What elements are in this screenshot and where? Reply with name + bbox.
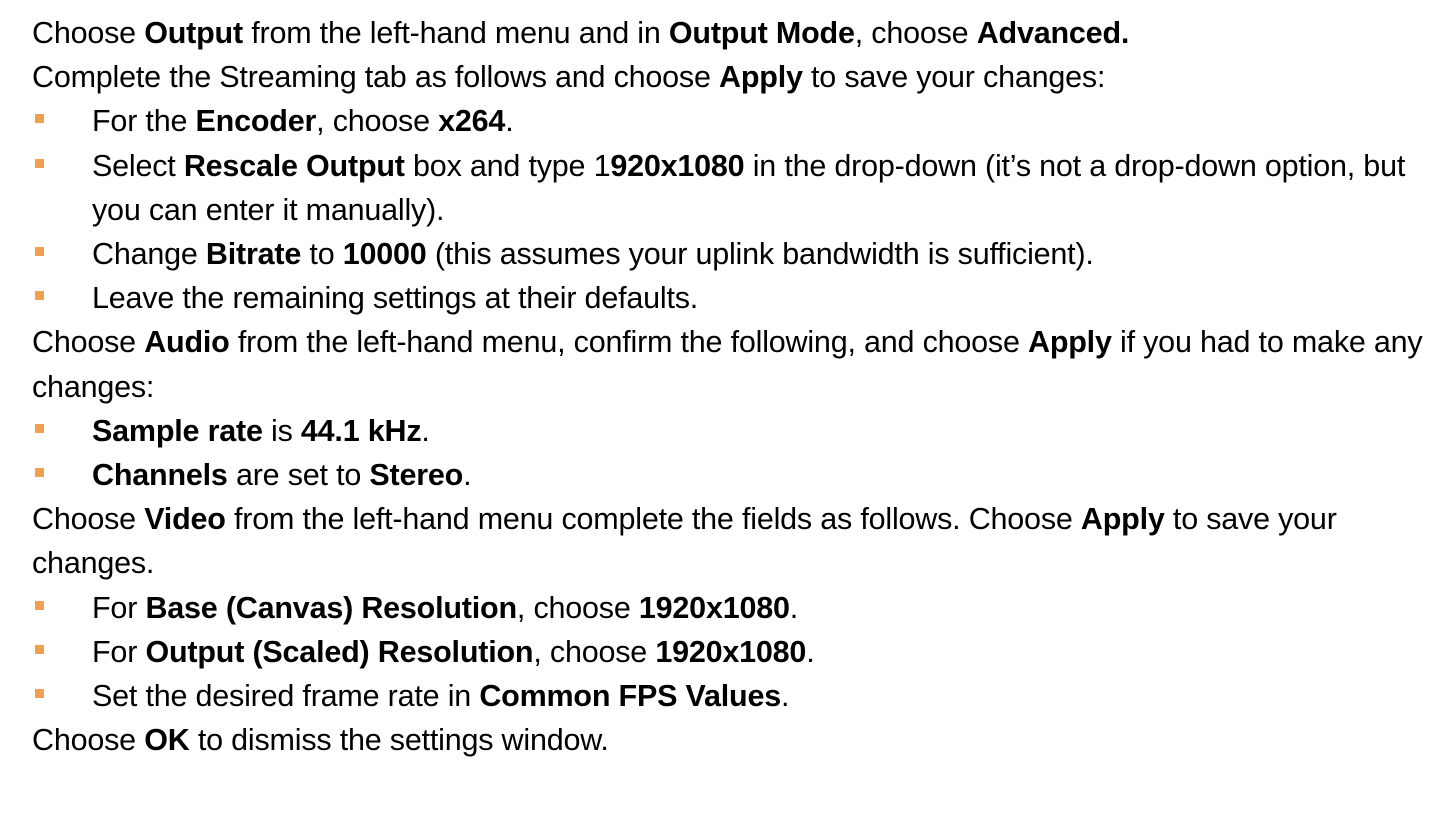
- bold-text: Output (Scaled) Resolution: [145, 634, 534, 669]
- text: to: [301, 237, 343, 272]
- text: Choose: [32, 325, 145, 360]
- text: are set to: [227, 458, 370, 493]
- bold-text: Advanced.: [976, 16, 1130, 50]
- paragraph: [32, 55, 1432, 99]
- bullet-item: [32, 674, 1432, 718]
- bold-text: Output: [144, 16, 243, 50]
- text: For the: [92, 104, 196, 139]
- paragraph: [32, 718, 1432, 762]
- text: to dismiss the settings window.: [189, 723, 609, 758]
- text: , choose: [516, 590, 639, 625]
- text: , choose: [533, 634, 656, 669]
- text: .: [505, 104, 514, 139]
- text: .: [806, 634, 815, 669]
- text: box and type 1: [404, 148, 611, 183]
- text: , choose: [854, 16, 977, 50]
- bold-text: OK: [144, 723, 190, 758]
- bullet-item: [32, 99, 1432, 143]
- bullet-square-icon: [35, 645, 44, 654]
- bold-text: Common FPS Values: [479, 679, 782, 714]
- bold-text: Output Mode: [668, 16, 855, 50]
- bold-text: Stereo: [369, 458, 464, 493]
- bullet-square-icon: [35, 247, 44, 256]
- text: Choose: [32, 502, 145, 537]
- bold-text: 10000: [342, 237, 427, 272]
- text: from the left-hand menu and in: [242, 16, 669, 50]
- paragraph: [32, 11, 1432, 55]
- bold-text: Sample rate: [92, 413, 263, 448]
- bold-text: x264: [438, 104, 506, 139]
- text: , choose: [316, 104, 439, 139]
- text: Set the desired frame rate in: [92, 679, 480, 714]
- bullet-item: [32, 232, 1432, 276]
- bold-text: Video: [144, 502, 226, 537]
- text: from the left-hand menu, confirm the following, and choose: [229, 325, 1028, 360]
- bullet-item: [32, 586, 1432, 630]
- bold-text: Apply: [1028, 325, 1112, 360]
- text: Complete the Streaming tab as follows and choose: [32, 60, 720, 95]
- text: Leave the remaining settings at their defaults.: [92, 281, 699, 316]
- bold-text: 44.1 kHz: [300, 413, 422, 448]
- text: .: [781, 679, 790, 714]
- text: Change: [92, 237, 206, 272]
- text: to save your changes:: [802, 60, 1106, 95]
- bold-text: Audio: [144, 325, 230, 360]
- text: if you had to make any changes:: [32, 325, 1423, 404]
- text: from the left-hand menu complete the fields as follows. Choose: [225, 502, 1081, 537]
- bullet-square-icon: [35, 159, 44, 168]
- bold-text: Channels: [92, 458, 228, 493]
- bold-text: Apply: [719, 60, 803, 95]
- bullet-square-icon: [35, 114, 44, 123]
- bullet-item: [32, 453, 1432, 497]
- text: Choose: [32, 16, 145, 50]
- text: Select: [92, 148, 184, 183]
- instructions-document: [32, 11, 1432, 762]
- bold-text: Rescale Output: [183, 148, 405, 183]
- bullet-item: [32, 409, 1432, 453]
- text: .: [421, 413, 430, 448]
- paragraph: [32, 320, 1432, 408]
- paragraph: [32, 497, 1432, 585]
- text: .: [789, 590, 799, 625]
- text: Choose: [32, 723, 145, 758]
- bullet-square-icon: [35, 291, 44, 300]
- bullet-item: [32, 276, 1432, 320]
- bold-text: Apply: [1080, 502, 1165, 537]
- bold-text: 920x1080: [610, 148, 745, 183]
- text: .: [463, 458, 472, 493]
- text: is: [262, 413, 301, 448]
- bullet-item: [32, 630, 1432, 674]
- bullet-square-icon: [35, 424, 44, 433]
- bold-text: Base (Canvas) Resolution: [145, 590, 517, 625]
- text: to save your changes.: [32, 502, 1337, 581]
- bullet-item: [32, 144, 1432, 232]
- text: For: [92, 634, 146, 669]
- text: in the drop-down (it’s not a drop-down option, but you can enter it manually).: [92, 148, 1406, 227]
- bullet-square-icon: [35, 601, 44, 610]
- bullet-square-icon: [35, 689, 44, 698]
- bold-text: 1920x1080: [638, 590, 790, 625]
- bullet-square-icon: [35, 468, 44, 477]
- text: (this assumes your uplink bandwidth is sufficient).: [426, 237, 1094, 272]
- bold-text: Encoder: [195, 104, 317, 139]
- text: For: [92, 590, 146, 625]
- bold-text: 1920x1080: [655, 634, 807, 669]
- bold-text: Bitrate: [205, 237, 302, 272]
